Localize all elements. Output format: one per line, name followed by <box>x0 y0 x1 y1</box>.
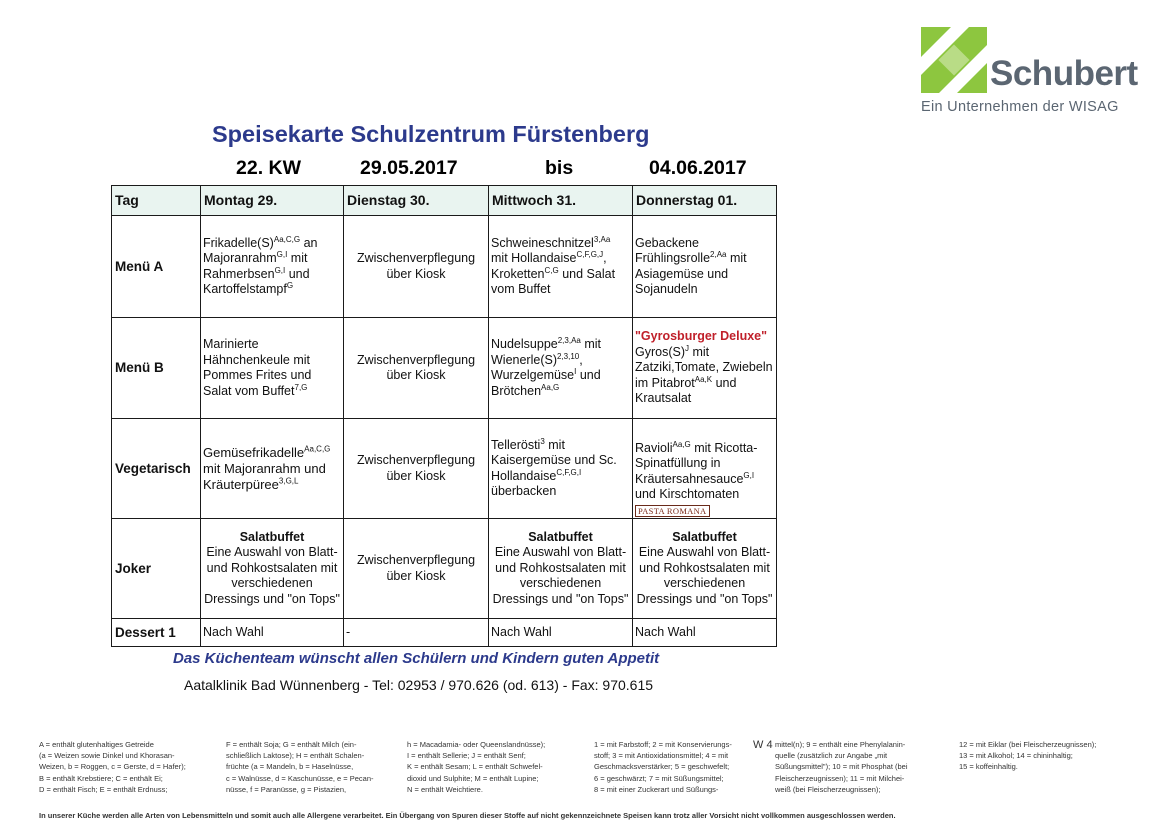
cell-vegetarian-tuesday: Zwischenverpflegung über Kiosk <box>344 419 489 519</box>
week-range-separator: bis <box>545 157 574 179</box>
table-row-dessert <box>112 619 777 647</box>
header-day: Tag <box>112 186 201 216</box>
closing-wish: Das Küchenteam wünscht allen Schülern und Kindern guten Appetit <box>173 650 660 667</box>
cell-dessert-tuesday: - <box>344 619 489 647</box>
legend-column-6: 12 = mit Eiklar (bei Fleischerzeugnissen); 13 = mit Alkohol; 14 = chininhaltig; 15 = koffeinhaltig. <box>959 740 1097 772</box>
header-tuesday: Dienstag 30. <box>344 186 489 216</box>
cell-vegetarian-thursday: Ravioli$^{Aa,G}$ mit Ricotta-Spinatfüllung in Kräutersahnesauce$^{G,I}$ und Kirschtomaten PASTA ROMANA <box>633 419 777 519</box>
legend-column-2: F = enthält Soja; G = enthält Milch (ein- schließlich Laktose); H = enthält Schalen- früchte (a = Mandeln, b = Haselnüsse, c = Walnüsse, d = Kaschunüsse, e = Pecan- nüsse, f = Paranüsse, g = Pistazien, <box>226 740 374 794</box>
menu-table <box>111 185 777 647</box>
row-label-menu-b: Menü B <box>112 318 201 419</box>
cell-dessert-wednesday: Nach Wahl <box>489 619 633 647</box>
row-label-vegetarian: Vegetarisch <box>112 419 201 519</box>
header-thursday: Donnerstag 01. <box>633 186 777 216</box>
week-start-date: 29.05.2017 <box>360 157 458 179</box>
dish-highlight: "Gyrosburger Deluxe" <box>635 329 768 344</box>
pasta-romana-logo: PASTA ROMANA <box>635 505 710 517</box>
brand-name: Schubert <box>990 54 1138 93</box>
table-row-menu-a <box>112 216 777 318</box>
contact-line: Aatalklinik Bad Wünnenberg - Tel: 02953 / 970.626 (od. 613) - Fax: 970.615 <box>184 677 654 693</box>
table-row-menu-b <box>112 318 777 419</box>
cell-menu-b-monday: Marinierte Hähnchenkeule mit Pommes Frites und Salat vom Buffet$^{7,G}$ <box>201 318 344 419</box>
row-label-joker: Joker <box>112 519 201 619</box>
cell-dessert-thursday: Nach Wahl <box>633 619 777 647</box>
cell-menu-a-tuesday: Zwischenverpflegung über Kiosk <box>344 216 489 318</box>
legend-column-3: h = Macadamia- oder Queenslandnüsse); I = enthält Sellerie; J = enthält Senf; K = enthält Sesam; L = enthält Schwefel- dioxid und Sulphite; M = enthält Lupine; N = enthält Weichtiere. <box>407 740 546 794</box>
legend-column-5: mittel(n); 9 = enthält eine Phenylalanin- quelle (zusätzlich zur Angabe „mit Süßungsmittel"); 10 = mit Phosphat (bei Fleischerzeugnissen); 11 = mit Milchei- weiß (bei Fleischerzeugnissen); <box>775 740 908 794</box>
table-row-vegetarian <box>112 419 777 519</box>
cell-joker-thursday: Salatbuffet Eine Auswahl von Blatt- und Rohkostsalaten mit verschiedenen Dressings und "on Tops" <box>633 519 777 619</box>
week-number: 22. KW <box>236 157 302 179</box>
cell-menu-b-thursday: "Gyrosburger Deluxe" $Gyros(S)^J$ mit Zatziki,Tomate, Zwiebeln im Pitabrot$^{Aa,K}$ und Krautsalat <box>633 318 777 419</box>
header-wednesday: Mittwoch 31. <box>489 186 633 216</box>
row-label-menu-a: Menü A <box>112 216 201 318</box>
cell-joker-tuesday: Zwischenverpflegung über Kiosk <box>344 519 489 619</box>
brand-tagline: Ein Unternehmen der WISAG <box>921 99 1119 115</box>
cell-menu-a-wednesday: Schweineschnitzel$^{3,Aa}$ mit Hollandaise$^{C,F,G,J}$, Kroketten$^{C,G}$ und Salat vom Buffet <box>489 216 633 318</box>
header-monday: Montag 29. <box>201 186 344 216</box>
cell-menu-a-thursday: Gebackene Frühlingsrolle$^{2,Aa}$ mit Asiagemüse und Sojanudeln <box>633 216 777 318</box>
allergen-disclaimer: In unserer Küche werden alle Arten von Lebensmitteln und somit auch alle Allergene verarbeitet. Ein Übergang von Spuren dieser Stoffe auf nicht gekennzeichnete Speisen kann trotz aller Vorsicht nicht vollkommen ausgeschlossen werden. <box>39 811 896 820</box>
cell-dessert-monday: Nach Wahl <box>201 619 344 647</box>
week-end-date: 04.06.2017 <box>649 157 747 179</box>
cell-menu-b-wednesday: Nudelsuppe$^{2,3,Aa}$ mit $Wienerle(S)^{2,3,10}$, Wurzelgemüse$^I$ und Brötchen$^{Aa,G}$ <box>489 318 633 419</box>
cell-menu-a-monday: $Frikadelle(S)^{Aa,C,G}$ an Majoranrahm$^{G,I}$ mit Rahmerbsen$^{G,I}$ und Kartoffelstampf$^G$ <box>201 216 344 318</box>
legend-column-1: A = enthält glutenhaltiges Getreide (a = Weizen sowie Dinkel und Khorasan- Weizen, b = Roggen, c = Gerste, d = Hafer); B = enthält Krebstiere; C = enthält Ei; D = enthält Fisch; E = enthält Erdnuss; <box>39 740 186 794</box>
table-row-joker <box>112 519 777 619</box>
row-label-dessert: Dessert 1 <box>112 619 201 647</box>
cell-vegetarian-wednesday: Tellerösti$^3$ mit Kaisergemüse und Sc. Hollandaise$^{C,F,G,I}$ überbacken <box>489 419 633 519</box>
cell-menu-b-tuesday: Zwischenverpflegung über Kiosk <box>344 318 489 419</box>
page-title: Speisekarte Schulzentrum Fürstenberg <box>212 121 650 147</box>
legend-column-4: 1 = mit Farbstoff; 2 = mit Konservierungs- stoff; 3 = mit Antioxidationsmittel; 4 = mit Geschmacksverstärker; 5 = geschwefelt; 6 = geschwärzt; 7 = mit Süßungsmittel; 8 = mit einer Zuckerart und Süßungs- <box>594 740 732 794</box>
legend-mark: W 4 <box>753 739 773 751</box>
cell-vegetarian-monday: Gemüsefrikadelle$^{Aa,C,G}$ mit Majoranrahm und Kräuterpüree$^{3,G,L}$ <box>201 419 344 519</box>
table-header-row <box>112 186 777 216</box>
cell-joker-wednesday: Salatbuffet Eine Auswahl von Blatt- und Rohkostsalaten mit verschiedenen Dressings und "on Tops" <box>489 519 633 619</box>
cell-joker-monday: Salatbuffet Eine Auswahl von Blatt- und Rohkostsalaten mit verschiedenen Dressings und "on Tops" <box>201 519 344 619</box>
schubert-logo-icon <box>921 27 987 93</box>
